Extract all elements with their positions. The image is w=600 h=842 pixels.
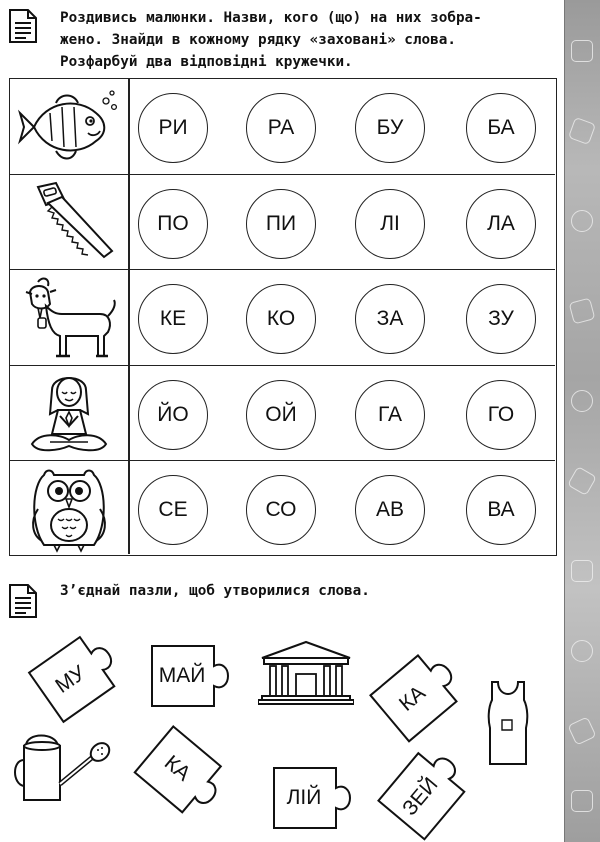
puzzle-label: МАЙ — [158, 664, 206, 687]
puzzle-piece[interactable] — [26, 626, 137, 737]
task-document-icon — [8, 8, 38, 44]
doodle-icon — [571, 390, 593, 412]
doodle-icon — [571, 210, 593, 232]
syllable-circle[interactable]: РА — [246, 93, 316, 163]
grid-row-goat — [10, 270, 555, 366]
syllable-circle[interactable]: ПО — [138, 189, 208, 259]
task2-title: З’єднай пазли, щоб утворилися слова. — [60, 583, 370, 599]
puzzle-label: ЛІЙ — [286, 786, 322, 809]
grid-row-fish — [10, 79, 555, 175]
instruction-line: Розфарбуй два відповідні кружечки. — [60, 54, 353, 70]
task1-instructions — [60, 7, 560, 73]
doodle-icon — [567, 466, 597, 496]
puzzle-piece[interactable] — [150, 644, 230, 724]
doodle-icon — [571, 40, 593, 62]
syllable-circle[interactable]: ЛА — [466, 189, 536, 259]
syllable-circle[interactable]: БА — [466, 93, 536, 163]
puzzle-piece[interactable] — [368, 644, 481, 757]
watering-can-icon — [10, 724, 114, 804]
puzzle-label: КА — [394, 681, 430, 716]
syllable-circle[interactable]: КЕ — [138, 284, 208, 354]
syllable-circle[interactable]: ЗА — [355, 284, 425, 354]
museum-building-icon — [258, 640, 354, 706]
syllable-circle[interactable]: ЗУ — [466, 284, 536, 354]
doodle-icon — [571, 790, 593, 812]
syllable-circle[interactable]: ВА — [466, 475, 536, 545]
syllable-circle[interactable]: БУ — [355, 93, 425, 163]
instruction-line: Роздивись малюнки. Назви, кого (що) на них зобра- — [60, 10, 482, 26]
puzzle-label: ЗЕЙ — [398, 773, 443, 821]
instruction-line: жено. Знайди в кожному рядку «заховані» слова. — [60, 32, 456, 48]
syllable-circle[interactable]: ЙО — [138, 380, 208, 450]
syllable-circle[interactable]: СЕ — [138, 475, 208, 545]
doodle-icon — [568, 117, 596, 145]
syllable-circle[interactable]: ПИ — [246, 189, 316, 259]
doodle-icon — [569, 298, 596, 325]
syllable-circle[interactable]: ГО — [466, 380, 536, 450]
puzzle-piece[interactable] — [376, 740, 489, 842]
puzzle-piece[interactable] — [272, 766, 352, 842]
syllable-grid — [9, 78, 557, 556]
syllable-circle[interactable]: ОЙ — [246, 380, 316, 450]
puzzle-label: МУ — [51, 661, 90, 698]
side-decorative-strip — [564, 0, 600, 842]
task-document-icon — [8, 583, 38, 619]
puzzle-piece[interactable] — [122, 724, 235, 837]
syllable-circle[interactable]: РИ — [138, 93, 208, 163]
syllable-circle[interactable]: ЛІ — [355, 189, 425, 259]
girl-yoga-icon — [16, 370, 122, 458]
doodle-icon — [571, 560, 593, 582]
syllable-circle[interactable]: ГА — [355, 380, 425, 450]
owl-icon — [16, 465, 122, 553]
grid-row-yoga — [10, 366, 555, 462]
grid-row-saw — [10, 175, 555, 271]
doodle-icon — [567, 716, 596, 745]
fish-icon — [16, 83, 122, 171]
tank-top-icon — [486, 680, 530, 766]
syllable-circle[interactable]: КО — [246, 284, 316, 354]
syllable-circle[interactable]: СО — [246, 475, 316, 545]
doodle-icon — [571, 640, 593, 662]
syllable-circle[interactable]: АВ — [355, 475, 425, 545]
puzzle-label: КА — [159, 751, 195, 786]
goat-icon — [16, 274, 122, 362]
grid-row-owl — [10, 461, 555, 557]
saw-icon — [16, 179, 122, 267]
